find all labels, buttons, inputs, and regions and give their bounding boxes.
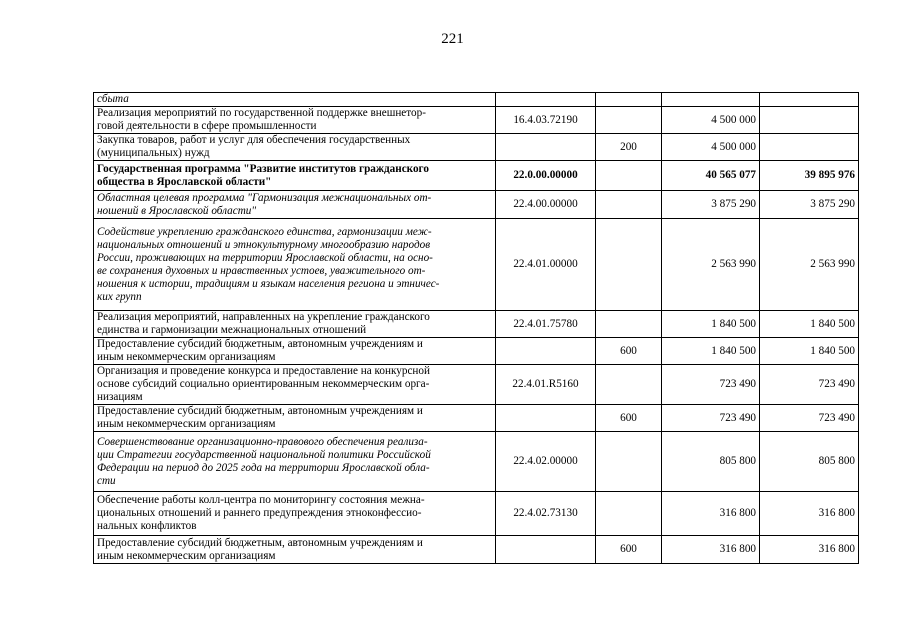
row-code xyxy=(496,338,596,365)
table-row xyxy=(94,107,859,134)
row-expense-type: 600 xyxy=(596,338,662,365)
row-expense-type xyxy=(596,93,662,107)
row-name-line: Федерации на период до 2025 года на территории Ярославской обла- xyxy=(97,461,430,474)
row-expense-type xyxy=(596,107,662,134)
row-expense-type xyxy=(596,219,662,311)
row-name-line: ношения к истории, традициям и языкам населения региона и этничес- xyxy=(97,277,440,290)
row-amount-2 xyxy=(760,93,859,107)
row-amount-2: 805 800 xyxy=(760,432,859,492)
row-name-line: говой деятельности в сфере промышленности xyxy=(97,120,317,132)
row-name-line: иным некоммерческим организациям xyxy=(97,418,276,430)
row-name-line: сти xyxy=(97,474,116,487)
budget-table xyxy=(93,92,859,564)
row-name xyxy=(94,311,496,338)
row-amount-2: 39 895 976 xyxy=(760,161,859,191)
row-name xyxy=(94,405,496,432)
row-name-line: ких групп xyxy=(97,290,142,303)
row-name-line: общества в Ярославской области" xyxy=(97,175,272,188)
row-code xyxy=(496,93,596,107)
row-expense-type xyxy=(596,191,662,219)
row-code: 22.4.01.R5160 xyxy=(496,365,596,405)
row-amount-2: 316 800 xyxy=(760,536,859,564)
row-code: 22.4.02.73130 xyxy=(496,492,596,536)
row-name xyxy=(94,93,496,107)
row-amount-2 xyxy=(760,107,859,134)
row-code: 22.4.01.00000 xyxy=(496,219,596,311)
row-amount-1: 4 500 000 xyxy=(662,107,760,134)
row-expense-type: 600 xyxy=(596,405,662,432)
row-name-line: Реализация мероприятий по государственной поддержке внешнетор- xyxy=(97,107,426,119)
row-amount-2: 3 875 290 xyxy=(760,191,859,219)
row-name-line: циональных отношений и раннего предупреждения этноконфессио- xyxy=(97,507,422,519)
row-amount-2: 723 490 xyxy=(760,405,859,432)
row-expense-type: 600 xyxy=(596,536,662,564)
table-row xyxy=(94,93,859,107)
row-name-line: Обеспечение работы колл-центра по мониторингу состояния межна- xyxy=(97,494,425,506)
row-name-line: нальных конфликтов xyxy=(97,520,197,532)
row-expense-type xyxy=(596,161,662,191)
row-amount-2: 723 490 xyxy=(760,365,859,405)
row-code: 16.4.03.72190 xyxy=(496,107,596,134)
page-number: 221 xyxy=(441,31,464,47)
table-row xyxy=(94,536,859,564)
row-name xyxy=(94,134,496,161)
row-name-line: России, проживающих на территории Ярославской области, на осно- xyxy=(97,251,433,264)
row-code: 22.4.01.75780 xyxy=(496,311,596,338)
row-amount-1 xyxy=(662,93,760,107)
row-name-line: ве сохранения духовных и нравственных устоев, уважительного от- xyxy=(97,264,426,277)
table-row xyxy=(94,405,859,432)
row-name xyxy=(94,338,496,365)
row-name xyxy=(94,191,496,219)
row-code xyxy=(496,405,596,432)
row-name xyxy=(94,161,496,191)
row-name xyxy=(94,432,496,492)
row-code xyxy=(496,536,596,564)
row-code xyxy=(496,134,596,161)
row-name-line: Предоставление субсидий бюджетным, автономным учреждениям и xyxy=(97,405,423,417)
row-name-line: Закупка товаров, работ и услуг для обеспечения государственных xyxy=(97,134,411,146)
table-row xyxy=(94,492,859,536)
row-amount-2: 1 840 500 xyxy=(760,311,859,338)
row-name-line: ции Стратегии государственной национальной политики Российской xyxy=(97,448,431,461)
row-name-line: Содействие укреплению гражданского единства, гармонизации меж- xyxy=(97,225,432,238)
row-amount-2: 1 840 500 xyxy=(760,338,859,365)
row-name xyxy=(94,536,496,564)
row-amount-1: 316 800 xyxy=(662,492,760,536)
row-code: 22.4.02.00000 xyxy=(496,432,596,492)
row-code: 22.4.00.00000 xyxy=(496,191,596,219)
row-name-line: (муниципальных) нужд xyxy=(97,147,210,159)
row-expense-type: 200 xyxy=(596,134,662,161)
row-name-line: Реализация мероприятий, направленных на укрепление гражданского xyxy=(97,311,430,323)
row-name-line: ношений в Ярославской области" xyxy=(97,204,257,217)
row-name xyxy=(94,492,496,536)
table-row xyxy=(94,338,859,365)
row-amount-2 xyxy=(760,134,859,161)
row-amount-1: 805 800 xyxy=(662,432,760,492)
table-row xyxy=(94,432,859,492)
row-amount-1: 2 563 990 xyxy=(662,219,760,311)
row-name-line: Организация и проведение конкурса и предоставление на конкурсной xyxy=(97,365,430,377)
row-name-line: основе субсидий социально ориентированным некоммерческим орга- xyxy=(97,378,430,390)
row-name xyxy=(94,365,496,405)
row-name-line: национальных отношений и этнокультурному многообразию народов xyxy=(97,238,431,251)
row-amount-1: 4 500 000 xyxy=(662,134,760,161)
row-code: 22.0.00.00000 xyxy=(496,161,596,191)
row-amount-1: 3 875 290 xyxy=(662,191,760,219)
row-name-line: Государственная программа "Развитие институтов гражданского xyxy=(97,162,429,175)
row-name-line: иным некоммерческим организациям xyxy=(97,549,276,562)
row-expense-type xyxy=(596,311,662,338)
row-name-line: иным некоммерческим организациям xyxy=(97,351,276,363)
row-name-line: Совершенствование организационно-правового обеспечения реализа- xyxy=(97,435,428,448)
row-amount-1: 40 565 077 xyxy=(662,161,760,191)
table-row xyxy=(94,365,859,405)
table-row xyxy=(94,219,859,311)
row-amount-1: 1 840 500 xyxy=(662,338,760,365)
row-name-line: единства и гармонизации межнациональных отношений xyxy=(97,324,367,336)
row-name-line: сбыта xyxy=(97,93,129,105)
row-name-line: Областная целевая программа "Гармонизация межнациональных от- xyxy=(97,191,432,204)
row-name-line: Предоставление субсидий бюджетным, автономным учреждениям и xyxy=(97,338,423,350)
row-expense-type xyxy=(596,432,662,492)
row-expense-type xyxy=(596,492,662,536)
row-name-line: низациям xyxy=(97,391,143,403)
table-row xyxy=(94,191,859,219)
row-amount-2: 2 563 990 xyxy=(760,219,859,311)
row-amount-1: 723 490 xyxy=(662,365,760,405)
row-name-line: Предоставление субсидий бюджетным, автономным учреждениям и xyxy=(97,536,423,549)
row-name xyxy=(94,219,496,311)
row-amount-1: 316 800 xyxy=(662,536,760,564)
row-amount-1: 1 840 500 xyxy=(662,311,760,338)
row-name xyxy=(94,107,496,134)
budget-table-body xyxy=(94,93,859,564)
row-amount-1: 723 490 xyxy=(662,405,760,432)
table-row xyxy=(94,134,859,161)
row-amount-2: 316 800 xyxy=(760,492,859,536)
table-row xyxy=(94,311,859,338)
row-expense-type xyxy=(596,365,662,405)
table-row xyxy=(94,161,859,191)
